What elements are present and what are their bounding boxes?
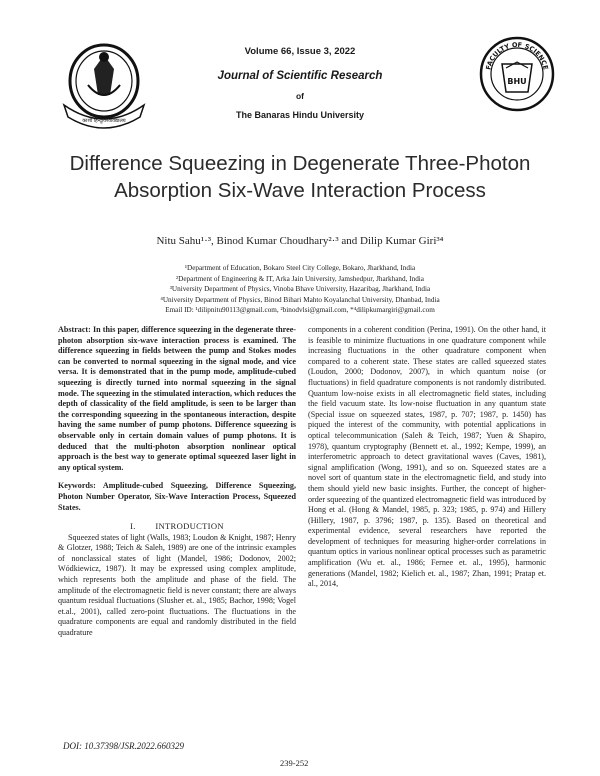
affiliation-3: ³University Department of Physics, Vinoba Bhave University, Hazaribag, Jharkhand, India bbox=[169, 285, 431, 294]
seal-ring-text: FACULTY OF SCIENCE bbox=[484, 40, 550, 71]
title-line-2: Absorption Six-Wave Interaction Process bbox=[114, 179, 486, 202]
journal-header bbox=[0, 0, 600, 135]
affiliation-2: ²Department of Engineering & IT, Arka Jain University, Jamshedpur, Jharkhand, India bbox=[176, 274, 424, 283]
section-heading-introduction: I. INTRODUCTION bbox=[130, 521, 224, 532]
journal-of: of bbox=[295, 91, 305, 101]
abstract: Abstract: In this paper, difference squeezing in the degenerate three-photon absorption six-wave interaction process is examined. The difference squeezing in fields between the pump and Stokes modes can be converted to normal squeezing in the signal mode, and vice versa. It is demonstrated that in the pump mode, amplitude-cubed squeezing is directly turned into normal squeezing in the signal mode. The squeezing in the stimulated interaction, which reduces the depth of classicality of the field amplitude, is seen to be larger than the corresponding squeezing in the spontaneous interaction, despite having the same number of pump photons. Difference squeezing is observable only in certain domain values of pump photons. It is deduced that the multi-photon absorption nonlinear optical approach is the best way to generate optimal squeezed laser light in any optical system. bbox=[58, 325, 296, 472]
affiliation-1: ¹Department of Education, Bokaro Steel City College, Bokaro, Jharkhand, India bbox=[184, 264, 416, 272]
email-line: Email ID: ¹dilipnitu90113@gmail.com, ²binodvlsi@gmail.com, *⁴dilipkumargiri@gmail.com bbox=[165, 306, 435, 315]
left-column bbox=[58, 325, 296, 639]
keywords: Keywords: Amplitude-cubed Squeezing, Difference Squeezing, Photon Number Operator, Six-Wave Interaction Process, Squeezed States. bbox=[58, 481, 296, 512]
page-range: 239-252 bbox=[280, 758, 309, 768]
paper-title bbox=[40, 150, 560, 204]
authors: Nitu Sahu¹·³, Binod Kumar Choudhary²·³ and Dilip Kumar Giri³⁴ bbox=[156, 235, 444, 247]
volume-issue: Volume 66, Issue 3, 2022 bbox=[244, 46, 356, 57]
affiliations bbox=[30, 263, 570, 316]
seal-banner-text: काशी हिन्दूविश्वविद्यालय bbox=[82, 118, 126, 124]
title-line-1: Difference Squeezing in Degenerate Three-Photon bbox=[69, 152, 531, 175]
right-column bbox=[308, 325, 546, 590]
journal-name: Journal of Scientific Research bbox=[217, 70, 383, 82]
intro-continued-paragraph: components in a coherent condition (Perina, 1991). On the other hand, it is feasible to minimize fluctuations in one quadrature component while increasing fluctuations in the other quadrature component when compared to a coherent state. These states are called squeezed states (Loudon, 2000; Dodonov, 2007), in which quantum noise (or fluctuations) in field quadrature components is not randomly distributed. Quantum low-noise exists in all electromagnetic field states, including the field vacuum state. Its low-noise fluctuation in any quantum state (Special issue on squeezed states, 1987, p. 707; 1987, p. 1450) has piqued the interest of the community, with potential applications in optical telecommunication (Saleh & Teich, 1987; Yuen & Shapiro, 1978), quantum cryptography (Bennett et. al., 1992; Kempe, 1999), an interferometric approach to detect gravitational waves (Caves, 1981), signal amplification (Wong, 1991), and so on. Squeezed states are a novel sort of quantum state in the electromagnetic field, and study into them should yield new basic insights. Further, the concept of higher-order squeezing of the quantized electromagnetic field was introduced by Hong et al. (Hong & Mandel, 1985, p. 323; 1985, p. 974) and Hillery (Hillery, 1987, p. 3796; 1987, p. 135). Based on theoretical and experimental evidence, several researchers have reported the development of techniques for measuring higher-order correlations in quantum optics in various nonlinear optical processes such as parametric amplification (Wu et. al., 1986; Fernee et. al., 1995), harmonic generations (Mandel, 1982; Kielich et. al., 1987; Zhan, 1991; Pratap et. al., 2014, bbox=[308, 325, 546, 589]
faculty-of-science-seal-icon bbox=[478, 34, 556, 114]
affiliation-4: ⁴University Department of Physics, Binod Bihari Mahto Koyalanchal University, Dhanbad, India bbox=[160, 295, 440, 304]
university-name: The Banaras Hindu University bbox=[235, 110, 365, 120]
bhu-seal-icon bbox=[58, 35, 150, 135]
doi: DOI: 10.37398/JSR.2022.660329 bbox=[63, 741, 184, 751]
svg-text:BHU: BHU bbox=[507, 77, 527, 86]
intro-paragraph: Squeezed states of light (Walls, 1983; Loudon & Knight, 1987; Henry & Glotzer, 1988; Teich & Saleh, 1989) are one of the intrinsic examples of nonclassical states of light (Mandel, 1986; Dodonov, 2002; Wódkiewicz, 1987). It may be expressed using complex amplitude, which represents both the amplitude and phase of the field. The amplitude of the electromagnetic field is never constant; there are always quantum residual fluctuations (Slusher et. al., 1985; Bachor, 1998; Vogel et.al., 2001), called zero-point fluctuations. The fluctuations in the quadrature components are equal and randomly distributed in the field quadrature bbox=[58, 532, 296, 638]
